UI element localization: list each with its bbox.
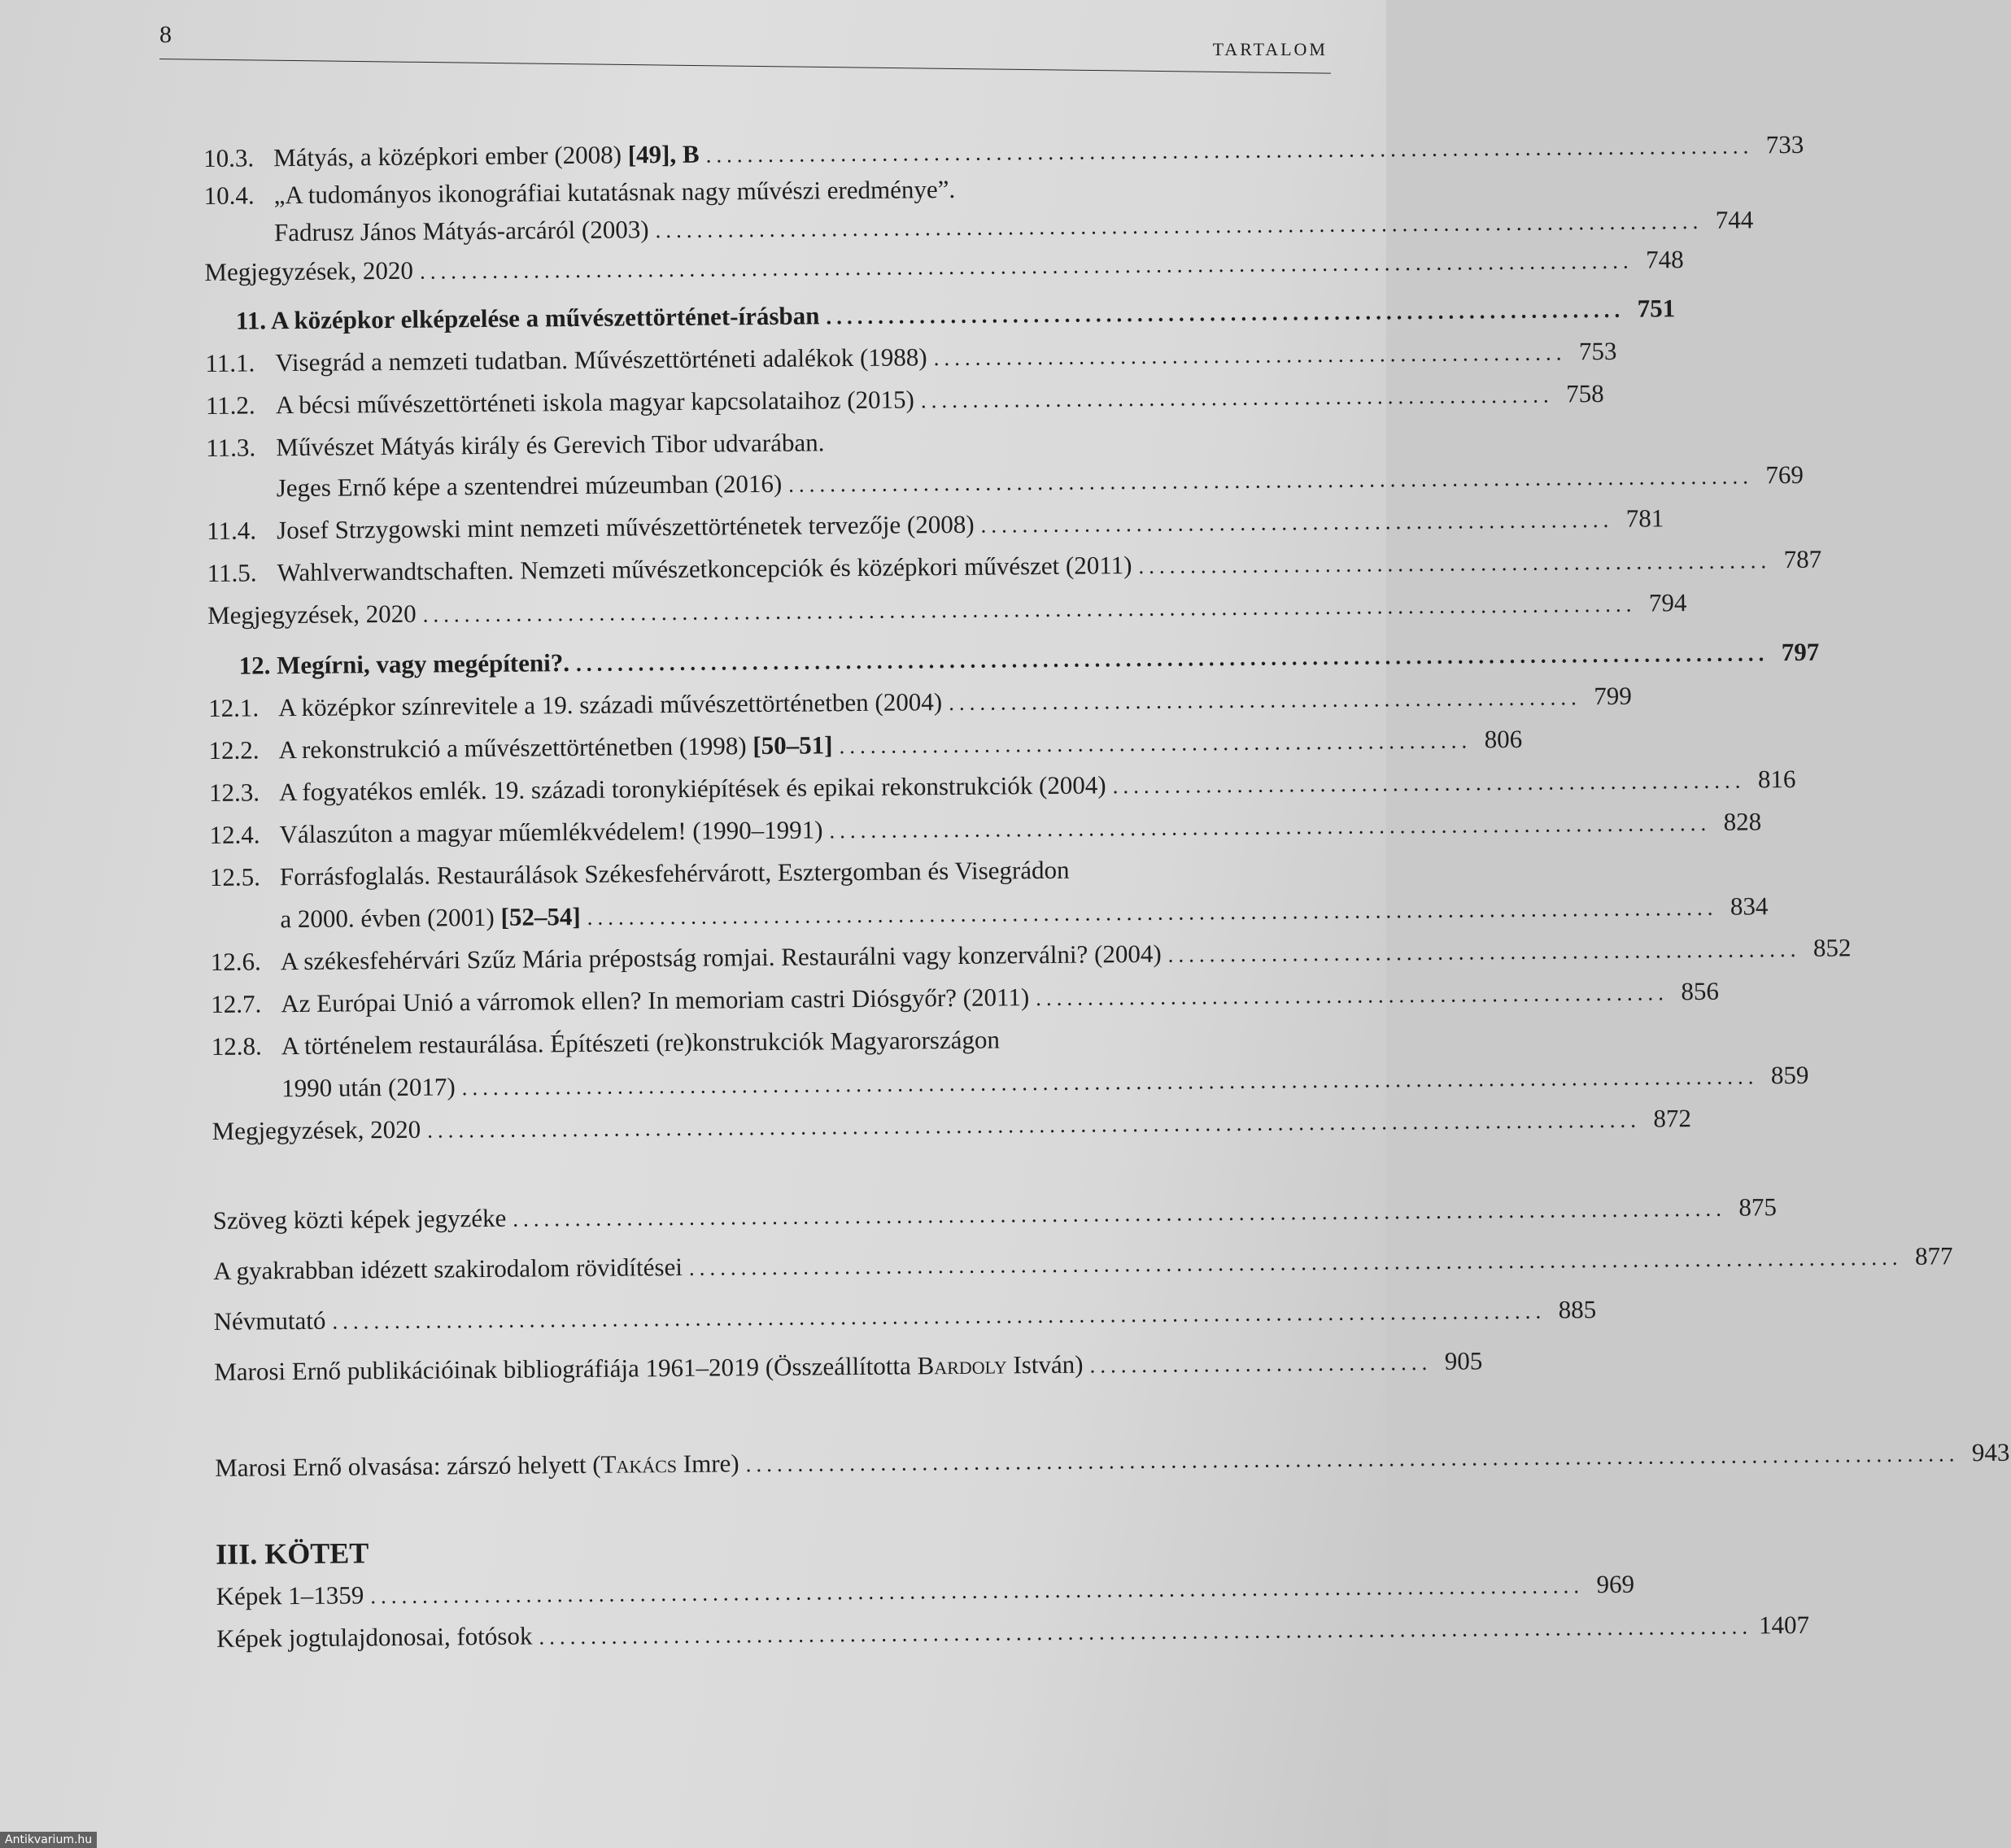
entry-page: 877	[1914, 1241, 1953, 1270]
dot-leader: .............................................................................................	[788, 464, 1754, 497]
entry-number: 12.3.	[208, 778, 260, 807]
entry-page: 1407	[1758, 1610, 1810, 1640]
entry-title: Wahlverwandtschaften. Nemzeti művészetkoncepciók és középkori művészet (2011)	[277, 551, 1132, 587]
dot-leader: .............................................................	[1112, 768, 1746, 799]
dot-leader: ...................................................................................................................	[575, 641, 1769, 677]
entry-page: 905	[1444, 1346, 1483, 1375]
entry-title: „A tudományos ikonográfiai kutatásnak nagy művészi eredménye”.	[273, 174, 956, 210]
entry-title: a 2000. évben (2001) [52–54]	[280, 901, 581, 934]
entry-title: Mátyás, a középkori ember (2008) [49], B	[273, 139, 700, 172]
entry-title: Válaszúton a magyar műemlékvédelem! (1990–1991)	[279, 815, 823, 849]
entry-number: 10.3.	[203, 143, 255, 172]
toc-back-matter-item	[214, 1342, 1483, 1393]
entry-page: 856	[1681, 976, 1720, 1006]
volume-heading: III. KÖTET	[216, 1536, 369, 1571]
toc-volume3-item	[216, 1609, 1810, 1659]
entry-title: Josef Strzygowski mint nemzeti művészettörténetek tervezője (2008)	[277, 509, 975, 545]
entry-page: 769	[1765, 460, 1804, 490]
entry-page: 806	[1484, 724, 1523, 754]
entry-number: 11.3.	[206, 433, 256, 462]
entry-title: A bécsi művészettörténeti iskola magyar kapcsolataihoz (2015)	[275, 385, 915, 420]
entry-number: 11.2.	[205, 390, 255, 420]
toc-entry-11-5	[207, 543, 1822, 594]
dot-leader: .....................................................................................	[829, 810, 1712, 843]
entry-page: 875	[1738, 1192, 1778, 1222]
dot-leader: .............................................................................................................................	[461, 1064, 1759, 1101]
dot-leader: .....................................................................................................................	[419, 248, 1634, 284]
entry-title: Megjegyzések, 2020	[212, 1114, 421, 1145]
page-number: 8	[159, 21, 172, 48]
entry-title: Szöveg közti képek jegyzéke	[212, 1203, 507, 1235]
toc-notes	[207, 586, 1687, 636]
entry-title: Visegrád a nemzeti tudatban. Művészettörténeti adalékok (1988)	[275, 342, 927, 377]
dot-leader: .............................................................	[839, 728, 1472, 759]
entry-page: 943	[1971, 1437, 2010, 1467]
entry-page: 758	[1565, 378, 1604, 408]
toc-notes	[212, 1101, 1692, 1152]
entry-number: 10.4.	[203, 181, 255, 210]
dot-leader: .....................................................................................................................	[745, 1441, 1960, 1477]
toc-entry-11-4	[207, 501, 1664, 551]
dot-leader: .....................................................................................................	[705, 133, 1754, 168]
toc-entry-12-8	[212, 1017, 1334, 1067]
entry-page: 852	[1813, 933, 1852, 962]
dot-leader: .................................	[1089, 1349, 1433, 1378]
entry-title: A fogyatékos emlék. 19. századi toronykiépítések és epikai rekonstrukciók (2004)	[278, 770, 1106, 807]
dot-leader: .............................................................	[933, 340, 1567, 371]
entry-title: Jeges Ernő képe a szentendrei múzeumban (2016)	[276, 469, 783, 503]
toc-back-matter-item	[213, 1292, 1597, 1342]
entry-title: A székesfehérvári Szűz Mária prépostság romjai. Restaurálni vagy konzerválni? (2004)	[280, 939, 1162, 976]
dot-leader: .............................................................................	[826, 297, 1625, 329]
toc-entry-12-2	[208, 721, 1523, 771]
toc-entry-12-5	[210, 848, 1333, 898]
toc-back-matter-item	[212, 1241, 1953, 1292]
entry-page: 816	[1757, 764, 1796, 794]
entry-number: 11.1.	[205, 348, 255, 377]
entry-page: 748	[1646, 245, 1684, 274]
entry-page: 885	[1558, 1295, 1597, 1324]
entry-title: 1990 után (2017)	[281, 1072, 456, 1103]
entry-title: Képek 1–1359	[216, 1580, 364, 1610]
section-title: 12. Megírni, vagy megépíteni?.	[238, 648, 570, 680]
entry-page: 744	[1715, 205, 1754, 234]
toc-entry-11-1	[205, 333, 1617, 384]
entry-page: 828	[1723, 807, 1762, 836]
dot-leader: .....................................................................................................................	[370, 1573, 1585, 1609]
dot-leader: .............................................................	[1138, 548, 1772, 578]
entry-title: Fadrusz János Mátyás-arcáról (2003)	[273, 215, 649, 247]
dot-leader: .....................................................................................................................	[539, 1614, 1753, 1650]
entry-number: 12.4.	[209, 820, 260, 849]
entry-number: 12.2.	[208, 735, 260, 765]
dot-leader: .....................................................................................................................	[422, 591, 1637, 627]
entry-page: 872	[1653, 1104, 1692, 1133]
entry-number: 12.5.	[209, 862, 261, 891]
entry-page: 834	[1730, 891, 1769, 921]
entry-page: 787	[1783, 544, 1822, 574]
entry-title: Képek jogtulajdonosai, fotósok	[216, 1621, 533, 1653]
dot-leader: .............................................................	[920, 382, 1554, 413]
dot-leader: .............................................................	[1036, 980, 1669, 1011]
toc-entry-12-4	[209, 805, 1762, 856]
toc-entry-12-1	[207, 678, 1632, 729]
entry-title: Az Európai Unió a várromok ellen? In memoriam castri Diósgyőr? (2011)	[281, 983, 1030, 1018]
entry-page: 799	[1594, 681, 1632, 711]
toc-afterword	[215, 1437, 2010, 1488]
dot-leader: .............................................................	[1167, 936, 1801, 967]
toc-entry-11-2	[205, 376, 1604, 426]
dot-leader: .....................................................................................................................	[427, 1107, 1642, 1143]
entry-title: Művészet Mátyás király és Gerevich Tibor udvarában.	[276, 428, 825, 462]
entry-title: Névmutató	[213, 1305, 326, 1336]
watermark: Antikvarium.hu	[0, 1832, 97, 1848]
entry-page: 753	[1578, 336, 1617, 366]
dot-leader: .....................................................................................................................	[332, 1298, 1546, 1334]
entry-page: 781	[1625, 503, 1664, 533]
entry-page: 859	[1770, 1060, 1809, 1090]
entry-number: 11.5.	[207, 558, 257, 587]
entry-number: 11.4.	[207, 516, 257, 545]
toc-entry-12-7	[211, 974, 1720, 1025]
running-head: TARTALOM	[1212, 39, 1328, 59]
entry-title: Megjegyzések, 2020	[207, 599, 417, 630]
toc-entry-12-3	[208, 763, 1796, 813]
entry-title: Marosi Ernő publikációinak bibliográfiája 1961–2019 (Összeállította Bardoly István)	[214, 1349, 1084, 1386]
entry-number: 12.7.	[211, 989, 262, 1018]
toc-volume3-item	[216, 1567, 1635, 1617]
entry-title: Forrásfoglalás. Restaurálások Székesfehérvárott, Esztergomban és Visegrádon	[279, 855, 1070, 891]
entry-title: Marosi Ernő olvasása: zárszó helyett (Takács Imre)	[215, 1449, 739, 1482]
entry-number: 12.6.	[210, 947, 261, 976]
entry-title: Megjegyzések, 2020	[204, 255, 414, 286]
dot-leader: .....................................................................................................	[655, 208, 1703, 243]
entry-page: 797	[1781, 637, 1820, 667]
dot-leader: .....................................................................................................................	[688, 1244, 1903, 1280]
entry-page: 969	[1596, 1569, 1635, 1599]
entry-page: 794	[1648, 588, 1687, 617]
table-of-contents	[203, 129, 2010, 1653]
entry-title: A történelem restaurálása. Építészeti (re)konstrukciók Magyarországon	[281, 1025, 1001, 1061]
entry-title: A középkor színrevitele a 19. századi művészettörténetben (2004)	[277, 687, 943, 722]
entry-number: 12.8.	[211, 1031, 262, 1061]
dot-leader: .............................................................................................................	[587, 895, 1718, 930]
toc-back-matter-item	[212, 1191, 1778, 1241]
dot-leader: .............................................................	[980, 507, 1614, 538]
toc-entry-12-6	[210, 932, 1852, 983]
entry-title: A rekonstrukció a művészettörténetben (1998) [50–51]	[278, 730, 833, 765]
section-title: 11. A középkor elképzelése a művészettörténet-írásban	[235, 301, 820, 335]
header-rule	[159, 59, 1331, 74]
dot-leader: .............................................................	[948, 685, 1581, 716]
entry-page: 751	[1637, 294, 1676, 323]
entry-page: 733	[1765, 129, 1804, 159]
entry-number: 12.1.	[207, 693, 260, 722]
entry-title: A gyakrabban idézett szakirodalom rövidítései	[212, 1252, 683, 1285]
dot-leader: .....................................................................................................................	[513, 1196, 1727, 1231]
toc-notes	[204, 242, 1684, 293]
